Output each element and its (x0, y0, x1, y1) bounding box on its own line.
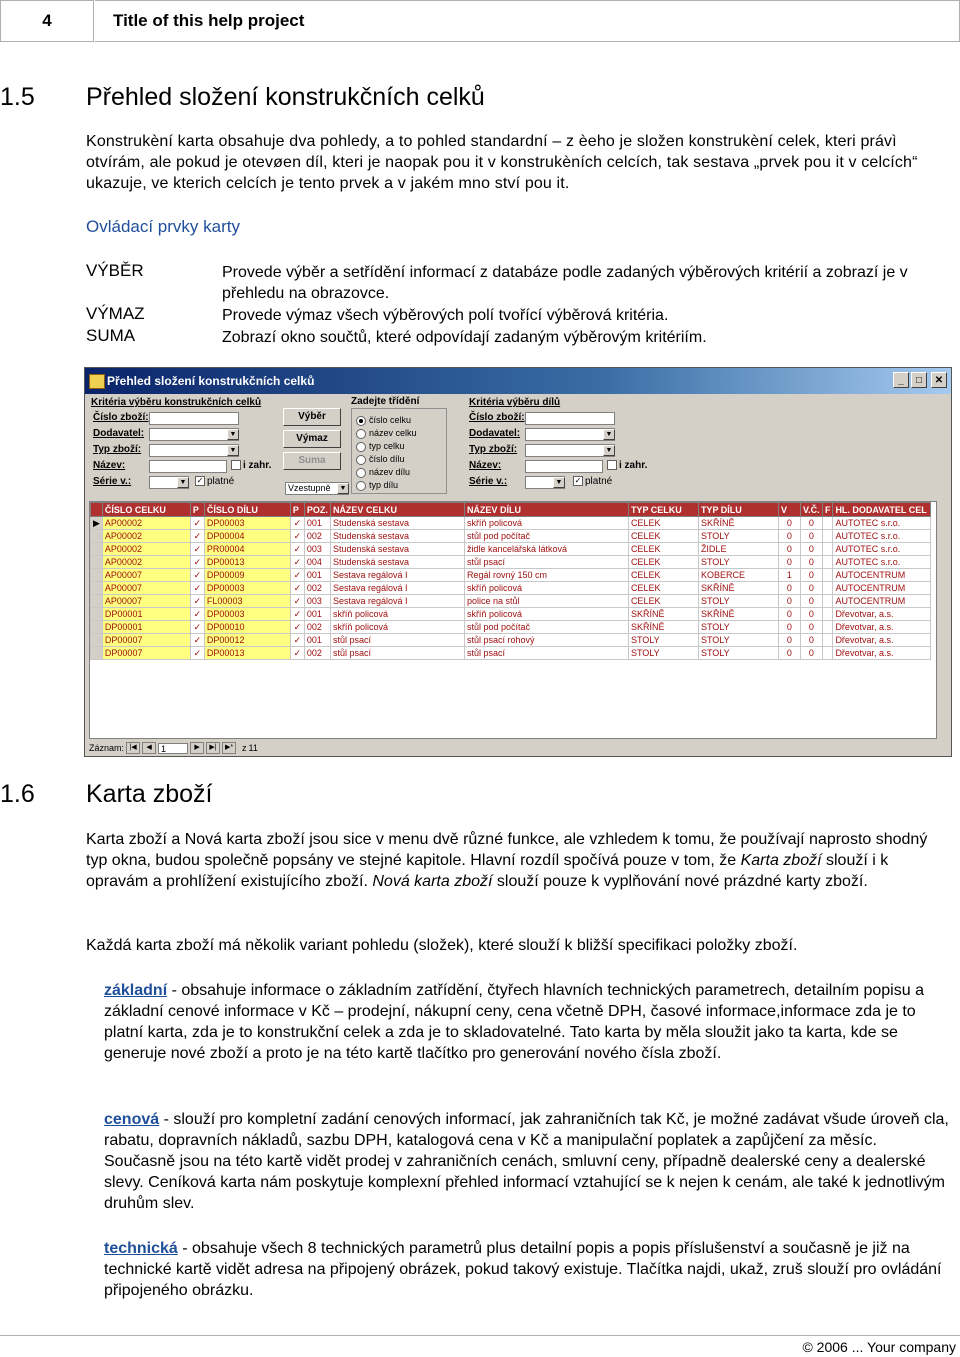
table-cell[interactable]: 002 (304, 582, 330, 595)
table-cell[interactable]: 002 (304, 530, 330, 543)
maximize-icon[interactable]: □ (911, 372, 927, 388)
table-cell[interactable]: ✓ (290, 569, 304, 582)
window-title-bar (85, 368, 951, 394)
last-record-icon[interactable]: ▶| (206, 742, 220, 754)
left-platne-checkbox[interactable]: ✓ (196, 476, 204, 486)
table-cell[interactable] (822, 556, 833, 569)
right-nazev-input[interactable] (525, 460, 603, 473)
right-label-serie: Série v.: (469, 476, 508, 487)
grid-header-row (91, 503, 931, 517)
table-cell[interactable]: CELEK (628, 582, 698, 595)
table-cell[interactable]: DP00013 (204, 556, 290, 569)
table-cell[interactable]: AP00007 (102, 569, 190, 582)
table-cell[interactable]: 0 (778, 582, 800, 595)
table-cell[interactable]: DP00007 (102, 647, 190, 660)
table-cell[interactable]: DP00003 (204, 582, 290, 595)
table-cell[interactable]: AUTOTEC s.r.o. (833, 530, 931, 543)
def-vymaz: Provede výmaz všech výběrových polí tvořící výběrová kritéria. (222, 307, 669, 324)
table-cell[interactable]: CELEK (628, 595, 698, 608)
table-cell[interactable]: skříň policová (464, 608, 628, 621)
table-row[interactable] (91, 608, 931, 621)
link-zakladni[interactable]: základní (104, 982, 168, 999)
table-cell[interactable]: ✓ (190, 595, 204, 608)
table-cell[interactable]: AUTOCENTRUM (833, 582, 931, 595)
table-cell[interactable] (822, 582, 833, 595)
table-row[interactable] (91, 556, 931, 569)
grid-column-header[interactable]: F (822, 503, 833, 517)
right-cislo-input[interactable] (525, 412, 615, 425)
table-cell[interactable]: AUTOTEC s.r.o. (833, 556, 931, 569)
first-record-icon[interactable]: |◀ (126, 742, 140, 754)
def-vyber: Provede výběr a setřídění informací z databáze podle zadaných výběrových kritérií a zobrazí je v přehledu na obrazovce. (222, 264, 908, 302)
table-row[interactable] (91, 569, 931, 582)
table-cell[interactable]: FL00003 (204, 595, 290, 608)
row-indicator[interactable] (91, 543, 103, 556)
table-cell[interactable]: stůl psací rohový (464, 634, 628, 647)
table-cell[interactable]: ✓ (190, 647, 204, 660)
table-cell[interactable]: 003 (304, 543, 330, 556)
grid-column-header[interactable]: V (778, 503, 800, 517)
left-label-typ: Typ zboží: (93, 444, 142, 455)
grid-column-header[interactable]: POZ. (304, 503, 330, 517)
variant-item-cenova (104, 1109, 949, 1214)
vymaz-button[interactable]: Výmaz (283, 430, 341, 448)
right-izahr-label: i zahr. (619, 460, 648, 471)
sort-direction-select[interactable]: Vzestupně (285, 482, 349, 495)
left-label-serie: Série v.: (93, 476, 132, 487)
table-row[interactable] (91, 621, 931, 634)
table-cell[interactable]: 0 (778, 595, 800, 608)
table-cell[interactable] (822, 608, 833, 621)
suma-button[interactable]: Suma (283, 452, 341, 470)
table-cell[interactable]: PR00004 (204, 543, 290, 556)
table-cell[interactable]: CELEK (628, 530, 698, 543)
right-typ-dropdown-icon[interactable]: ▼ (603, 445, 615, 456)
table-cell[interactable]: Dřevotvar, a.s. (833, 608, 931, 621)
right-typ-input[interactable] (525, 444, 615, 457)
right-criteria-heading: Kritéria výběru dílů (469, 397, 561, 408)
table-cell[interactable]: AP00007 (102, 582, 190, 595)
table-cell[interactable]: AP00002 (102, 530, 190, 543)
right-label-dodavatel: Dodavatel: (469, 428, 521, 439)
table-cell[interactable]: AUTOTEC s.r.o. (833, 517, 931, 530)
table-cell[interactable]: DP00001 (102, 608, 190, 621)
table-cell[interactable]: Studenská sestava (330, 543, 464, 556)
table-cell[interactable]: skříň policová (330, 608, 464, 621)
table-cell[interactable]: skříň policová (464, 582, 628, 595)
left-label-cislo: Číslo zboží: (93, 412, 149, 423)
sort-option-nazev-celku[interactable]: název celku (356, 428, 417, 439)
section-intro: Konstrukèní karta obsahuje dva pohledy, a to pohled standardní – z èeho je složen konstrukèní celek, kteri právì otvírám, ale pokud je otevøen díl, kteri je naopak pou it v konstrukèních celcích, tak sestava „prvek pou it v celcích“ ukazuje, ve kterich celcích je tento prvek a v jakém mno ství pou it. (86, 133, 918, 192)
grid-body (91, 517, 931, 660)
left-platne-label: platné (207, 476, 235, 487)
table-cell[interactable]: Regál rovný 150 cm (464, 569, 628, 582)
table-cell[interactable]: ✓ (290, 608, 304, 621)
row-indicator[interactable] (91, 569, 103, 582)
right-serie-dropdown-icon[interactable]: ▼ (553, 477, 565, 488)
table-cell[interactable]: Sestava regálová I (330, 582, 464, 595)
table-cell[interactable]: 0 (800, 621, 822, 634)
close-icon[interactable]: ✕ (931, 372, 947, 388)
row-indicator[interactable] (91, 647, 103, 660)
left-label-dodavatel: Dodavatel: (93, 428, 145, 439)
table-cell[interactable]: ✓ (290, 647, 304, 660)
left-dodavatel-input[interactable] (149, 428, 239, 441)
table-cell[interactable]: 0 (800, 543, 822, 556)
table-cell[interactable]: DP00007 (102, 634, 190, 647)
term-suma: SUMA (86, 326, 136, 345)
table-cell[interactable]: SKŘÍNĚ (698, 517, 778, 530)
row-indicator[interactable] (91, 621, 103, 634)
table-cell[interactable]: židle kancelářská látková (464, 543, 628, 556)
table-cell[interactable]: 0 (800, 595, 822, 608)
left-dodavatel-dropdown-icon[interactable]: ▼ (227, 429, 239, 440)
table-cell[interactable]: ✓ (190, 543, 204, 556)
table-cell[interactable]: CELEK (628, 517, 698, 530)
sort-option-cislo-celku[interactable]: číslo celku (356, 415, 411, 426)
table-cell[interactable]: 0 (778, 608, 800, 621)
table-cell[interactable]: skříň policová (464, 517, 628, 530)
project-title: Title of this help project (95, 0, 960, 42)
link-cenova[interactable]: cenová (104, 1111, 160, 1128)
table-cell[interactable] (822, 569, 833, 582)
table-cell[interactable]: 002 (304, 647, 330, 660)
table-row[interactable] (91, 517, 931, 530)
left-typ-input[interactable] (149, 444, 239, 457)
table-cell[interactable]: CELEK (628, 543, 698, 556)
new-record-icon[interactable]: ▶* (222, 742, 236, 754)
table-cell[interactable]: DP00009 (204, 569, 290, 582)
table-cell[interactable]: 0 (778, 543, 800, 556)
table-cell[interactable]: 0 (800, 530, 822, 543)
table-cell[interactable]: ✓ (290, 634, 304, 647)
left-izahr-label: i zahr. (243, 460, 272, 471)
table-cell[interactable]: ✓ (290, 582, 304, 595)
table-cell[interactable]: ✓ (190, 608, 204, 621)
table-cell[interactable]: Studenská sestava (330, 517, 464, 530)
left-typ-dropdown-icon[interactable]: ▼ (227, 445, 239, 456)
term-vyber: VÝBĚR (86, 261, 144, 280)
table-cell[interactable]: STOLY (698, 621, 778, 634)
table-cell[interactable]: 0 (800, 556, 822, 569)
table-cell[interactable]: 003 (304, 595, 330, 608)
table-cell[interactable]: AUTOCENTRUM (833, 595, 931, 608)
table-cell[interactable]: ✓ (290, 517, 304, 530)
p1-emphasis-nova-karta: Nová karta zboží (372, 873, 493, 890)
table-cell[interactable]: Studenská sestava (330, 556, 464, 569)
table-cell[interactable]: ✓ (190, 569, 204, 582)
karta-variants-paragraph: Každá karta zboží má několik variant pohledu (složek), které slouží k bližší specifikaci položky zboží. (86, 937, 798, 954)
table-row[interactable] (91, 543, 931, 556)
table-cell[interactable] (822, 647, 833, 660)
page-number: 4 (0, 0, 94, 42)
p1-emphasis-karta: Karta zboží (740, 852, 822, 869)
table-cell[interactable]: 0 (800, 608, 822, 621)
row-indicator[interactable]: ▶ (91, 517, 103, 530)
table-cell[interactable]: 002 (304, 621, 330, 634)
table-cell[interactable]: ✓ (290, 543, 304, 556)
window-title: Přehled složení konstrukčních celků (107, 374, 315, 388)
table-cell[interactable]: DP00013 (204, 647, 290, 660)
left-cislo-input[interactable] (149, 412, 239, 425)
record-of-label: z (242, 743, 247, 753)
section-heading-1-6 (0, 780, 212, 809)
table-cell[interactable]: STOLY (628, 647, 698, 660)
karta-intro-paragraph (86, 829, 946, 892)
table-cell[interactable]: 001 (304, 634, 330, 647)
table-cell[interactable]: 004 (304, 556, 330, 569)
sort-option-typ-dilu[interactable]: typ dílu (356, 480, 398, 491)
footer-divider (0, 1335, 960, 1336)
table-cell[interactable]: 0 (778, 530, 800, 543)
table-cell[interactable]: Sestava regálová I (330, 595, 464, 608)
section-title: Přehled složení konstrukčních celků (86, 83, 485, 111)
row-indicator[interactable] (91, 582, 103, 595)
table-cell[interactable]: 0 (800, 647, 822, 660)
left-izahr-checkbox[interactable] (231, 460, 241, 471)
table-cell[interactable]: ✓ (290, 621, 304, 634)
table-cell[interactable] (822, 530, 833, 543)
grid-column-header[interactable]: P (290, 503, 304, 517)
table-cell[interactable]: AUTOCENTRUM (833, 569, 931, 582)
grid-indicator-header (91, 503, 103, 517)
sort-option-typ-celku[interactable]: typ celku (356, 441, 405, 452)
table-cell[interactable]: AP00007 (102, 595, 190, 608)
p1-text-a: Karta zboží a Nová karta zboží jsou sice v menu dvě různé funkce, ale vzhledem k tomu, že používají naprosto shodný typ okna, budou společně popsány ve stejné kapitole. Hlavní rozdíl spočívá pouze v tom, že (86, 831, 928, 869)
grid-column-header[interactable]: TYP CELKU (628, 503, 698, 517)
table-cell[interactable]: 001 (304, 569, 330, 582)
table-cell[interactable]: STOLY (698, 595, 778, 608)
table-cell[interactable]: DP00010 (204, 621, 290, 634)
table-cell[interactable]: ŽIDLE (698, 543, 778, 556)
table-cell[interactable]: ✓ (190, 634, 204, 647)
table-cell[interactable]: ✓ (190, 556, 204, 569)
grid-column-header[interactable]: NÁZEV DÍLU (464, 503, 628, 517)
controls-subheading: Ovládací prvky karty (86, 217, 240, 236)
table-cell[interactable]: CELEK (628, 569, 698, 582)
record-label: Záznam: (89, 743, 125, 753)
table-cell[interactable]: 001 (304, 608, 330, 621)
results-grid[interactable] (89, 501, 937, 739)
row-indicator[interactable] (91, 608, 103, 621)
table-cell[interactable]: ✓ (190, 530, 204, 543)
table-cell[interactable]: SKŘÍNĚ (628, 621, 698, 634)
p1-text-b: slouží i k opravám a prohlížení existujícího zboží. (86, 852, 889, 890)
footer-copyright: © 2006 ... Your company (802, 1339, 956, 1355)
left-criteria-heading: Kritéria výběru konstrukčních celků (91, 397, 262, 408)
table-cell[interactable]: SKŘÍNĚ (628, 608, 698, 621)
table-cell[interactable]: 1 (778, 569, 800, 582)
section-title: Karta zboží (86, 780, 213, 808)
app-window-screenshot (84, 367, 952, 757)
table-cell[interactable]: ✓ (290, 595, 304, 608)
table-cell[interactable]: STOLY (698, 634, 778, 647)
table-cell[interactable]: DP00003 (204, 608, 290, 621)
right-dodavatel-dropdown-icon[interactable]: ▼ (603, 429, 615, 440)
row-indicator[interactable] (91, 530, 103, 543)
table-cell[interactable]: 0 (778, 556, 800, 569)
table-cell[interactable]: 0 (800, 569, 822, 582)
app-icon (89, 374, 105, 389)
table-cell[interactable]: AP00002 (102, 517, 190, 530)
table-cell[interactable]: AP00002 (102, 543, 190, 556)
prev-record-icon[interactable]: ◀ (142, 742, 156, 754)
variant-item-technicka (104, 1238, 949, 1301)
table-cell[interactable]: Dřevotvar, a.s. (833, 647, 931, 660)
table-cell[interactable]: KOBERCE (698, 569, 778, 582)
table-cell[interactable]: AP00002 (102, 556, 190, 569)
row-indicator[interactable] (91, 634, 103, 647)
row-indicator[interactable] (91, 595, 103, 608)
grid-column-header[interactable]: TYP DÍLU (698, 503, 778, 517)
link-technicka[interactable]: technická (104, 1240, 178, 1257)
sort-heading: Zadejte třídění (351, 396, 420, 407)
table-cell[interactable] (822, 517, 833, 530)
table-cell[interactable]: 0 (778, 647, 800, 660)
right-dodavatel-input[interactable] (525, 428, 615, 441)
table-cell[interactable]: 001 (304, 517, 330, 530)
grid-column-header[interactable]: ČÍSLO DÍLU (204, 503, 290, 517)
table-cell[interactable]: Dřevotvar, a.s. (833, 621, 931, 634)
right-platne-label: platné (585, 476, 613, 487)
table-cell[interactable]: stůl pod počítač (464, 621, 628, 634)
left-serie-dropdown-icon[interactable]: ▼ (177, 477, 189, 488)
right-label-nazev: Název: (469, 460, 502, 471)
grid-column-header[interactable]: V.Č. (800, 503, 822, 517)
table-cell[interactable]: AUTOTEC s.r.o. (833, 543, 931, 556)
table-cell[interactable]: DP00001 (102, 621, 190, 634)
grid-column-header[interactable]: ČÍSLO CELKU (102, 503, 190, 517)
row-indicator[interactable] (91, 556, 103, 569)
table-cell[interactable]: SKŘÍNĚ (698, 608, 778, 621)
table-cell[interactable]: DP00012 (204, 634, 290, 647)
table-cell[interactable]: STOLY (698, 647, 778, 660)
record-navigator (89, 742, 258, 754)
table-cell[interactable]: ✓ (290, 530, 304, 543)
table-cell[interactable]: ✓ (190, 621, 204, 634)
grid-column-header[interactable]: NÁZEV CELKU (330, 503, 464, 517)
table-cell[interactable]: ✓ (290, 556, 304, 569)
table-cell[interactable]: 0 (778, 517, 800, 530)
table-row[interactable] (91, 634, 931, 647)
sort-option-nazev-dilu[interactable]: název dílu (356, 467, 410, 478)
minimize-icon[interactable]: _ (893, 372, 909, 388)
table-cell[interactable]: DP00003 (204, 517, 290, 530)
variant-item-zakladni (104, 980, 949, 1064)
variant-desc-zakladni: - obsahuje informace o základním zatřídění, čtyřech hlavních technických parametrech, detailním popisu a základní cenové informace v Kč – prodejní, nákupní ceny, cena včetně DPH, časové informace,informace zda je to platní karta, zda je to konstrukční celek a zda je to skladovatelné. Tato karta by měla sloužit jako ta karta, kde se generuje nové zboží a proto je na této kartě tlačítko pro generování nového čísla zboží. (104, 982, 924, 1062)
next-record-icon[interactable]: ▶ (190, 742, 204, 754)
table-cell[interactable]: police na stůl (464, 595, 628, 608)
table-row[interactable] (91, 647, 931, 660)
table-cell[interactable] (822, 634, 833, 647)
record-number-input[interactable]: 1 (158, 743, 188, 754)
right-izahr-checkbox[interactable] (607, 460, 617, 471)
table-cell[interactable] (822, 621, 833, 634)
table-cell[interactable]: stůl psací (330, 634, 464, 647)
table-cell[interactable]: 0 (778, 634, 800, 647)
table-cell[interactable]: 0 (800, 582, 822, 595)
right-label-cislo: Číslo zboží: (469, 412, 525, 423)
table-cell[interactable]: stůl pod počítač (464, 530, 628, 543)
table-cell[interactable]: Dřevotvar, a.s. (833, 634, 931, 647)
table-cell[interactable]: stůl psací (330, 647, 464, 660)
table-cell[interactable]: CELEK (628, 556, 698, 569)
def-suma: Zobrazí okno součtů, které odpovídají zadaným výběrovým kritériím. (222, 329, 707, 346)
left-label-nazev: Název: (93, 460, 126, 471)
table-cell[interactable]: STOLY (628, 634, 698, 647)
table-row[interactable] (91, 582, 931, 595)
record-total: 11 (248, 743, 258, 753)
table-cell[interactable]: 0 (778, 621, 800, 634)
table-cell[interactable]: stůl psací (464, 647, 628, 660)
variant-desc-technicka: - obsahuje všech 8 technických parametrů plus detailní popis a popis příslušenství a současně je již na technické kartě vidět adresa na připojený obrázek, pokud takový existuje. Tlačítka najdi, ukaž, zruš slouží pro ovládání připojeného obrázku. (104, 1240, 942, 1299)
p1-text-c: slouží pouze k vyplňování nové prázdné karty zboží. (492, 873, 868, 890)
right-platne-checkbox[interactable]: ✓ (574, 476, 582, 486)
table-cell[interactable]: Studenská sestava (330, 530, 464, 543)
section-number: 1.5 (0, 83, 35, 111)
table-cell[interactable]: 0 (800, 634, 822, 647)
grid-column-header[interactable]: P (190, 503, 204, 517)
sort-direction-dropdown-icon[interactable]: ▼ (337, 483, 349, 494)
term-vymaz: VÝMAZ (86, 304, 145, 323)
grid-column-header[interactable]: HL. DODAVATEL CEL (833, 503, 931, 517)
table-row[interactable] (91, 595, 931, 608)
table-cell[interactable]: SKŘÍNĚ (698, 582, 778, 595)
section-number: 1.6 (0, 780, 35, 808)
table-cell[interactable]: DP00004 (204, 530, 290, 543)
sort-group (351, 408, 447, 494)
variant-desc-cenova: - slouží pro kompletní zadání cenových informací, jak zahraničních tak Kč, je možné zadávat všude úroveň cla, rabatu, dopravních nákladů, sazbu DPH, katalogová cena v Kč a manipulační poplatek a zapůjčení za měsíc. Současně jsou na této kartě vidět prodej v zahraničních cenách, smluvní ceny, případně dealerské ceny a dealerské slevy. Ceníková karta nám poskytuje komplexní přehled informací vztahující se k nejen k cenám, ale také k jednotlivým druhům slev. (104, 1111, 949, 1212)
sort-option-cislo-dilu[interactable]: číslo dílu (356, 454, 405, 465)
table-cell[interactable]: ✓ (190, 517, 204, 530)
table-cell[interactable]: STOLY (698, 530, 778, 543)
table-cell[interactable]: stůl psací (464, 556, 628, 569)
table-cell[interactable]: Sestava regálová I (330, 569, 464, 582)
results-table (90, 502, 931, 660)
table-cell[interactable]: 0 (800, 517, 822, 530)
table-cell[interactable]: STOLY (698, 556, 778, 569)
table-cell[interactable] (822, 595, 833, 608)
table-cell[interactable] (822, 543, 833, 556)
table-cell[interactable]: ✓ (190, 582, 204, 595)
table-cell[interactable]: skříň policová (330, 621, 464, 634)
right-label-typ: Typ zboží: (469, 444, 518, 455)
vyber-button[interactable]: Výběr (283, 408, 341, 426)
section-heading-1-5 (0, 83, 485, 112)
left-nazev-input[interactable] (149, 460, 227, 473)
table-row[interactable] (91, 530, 931, 543)
